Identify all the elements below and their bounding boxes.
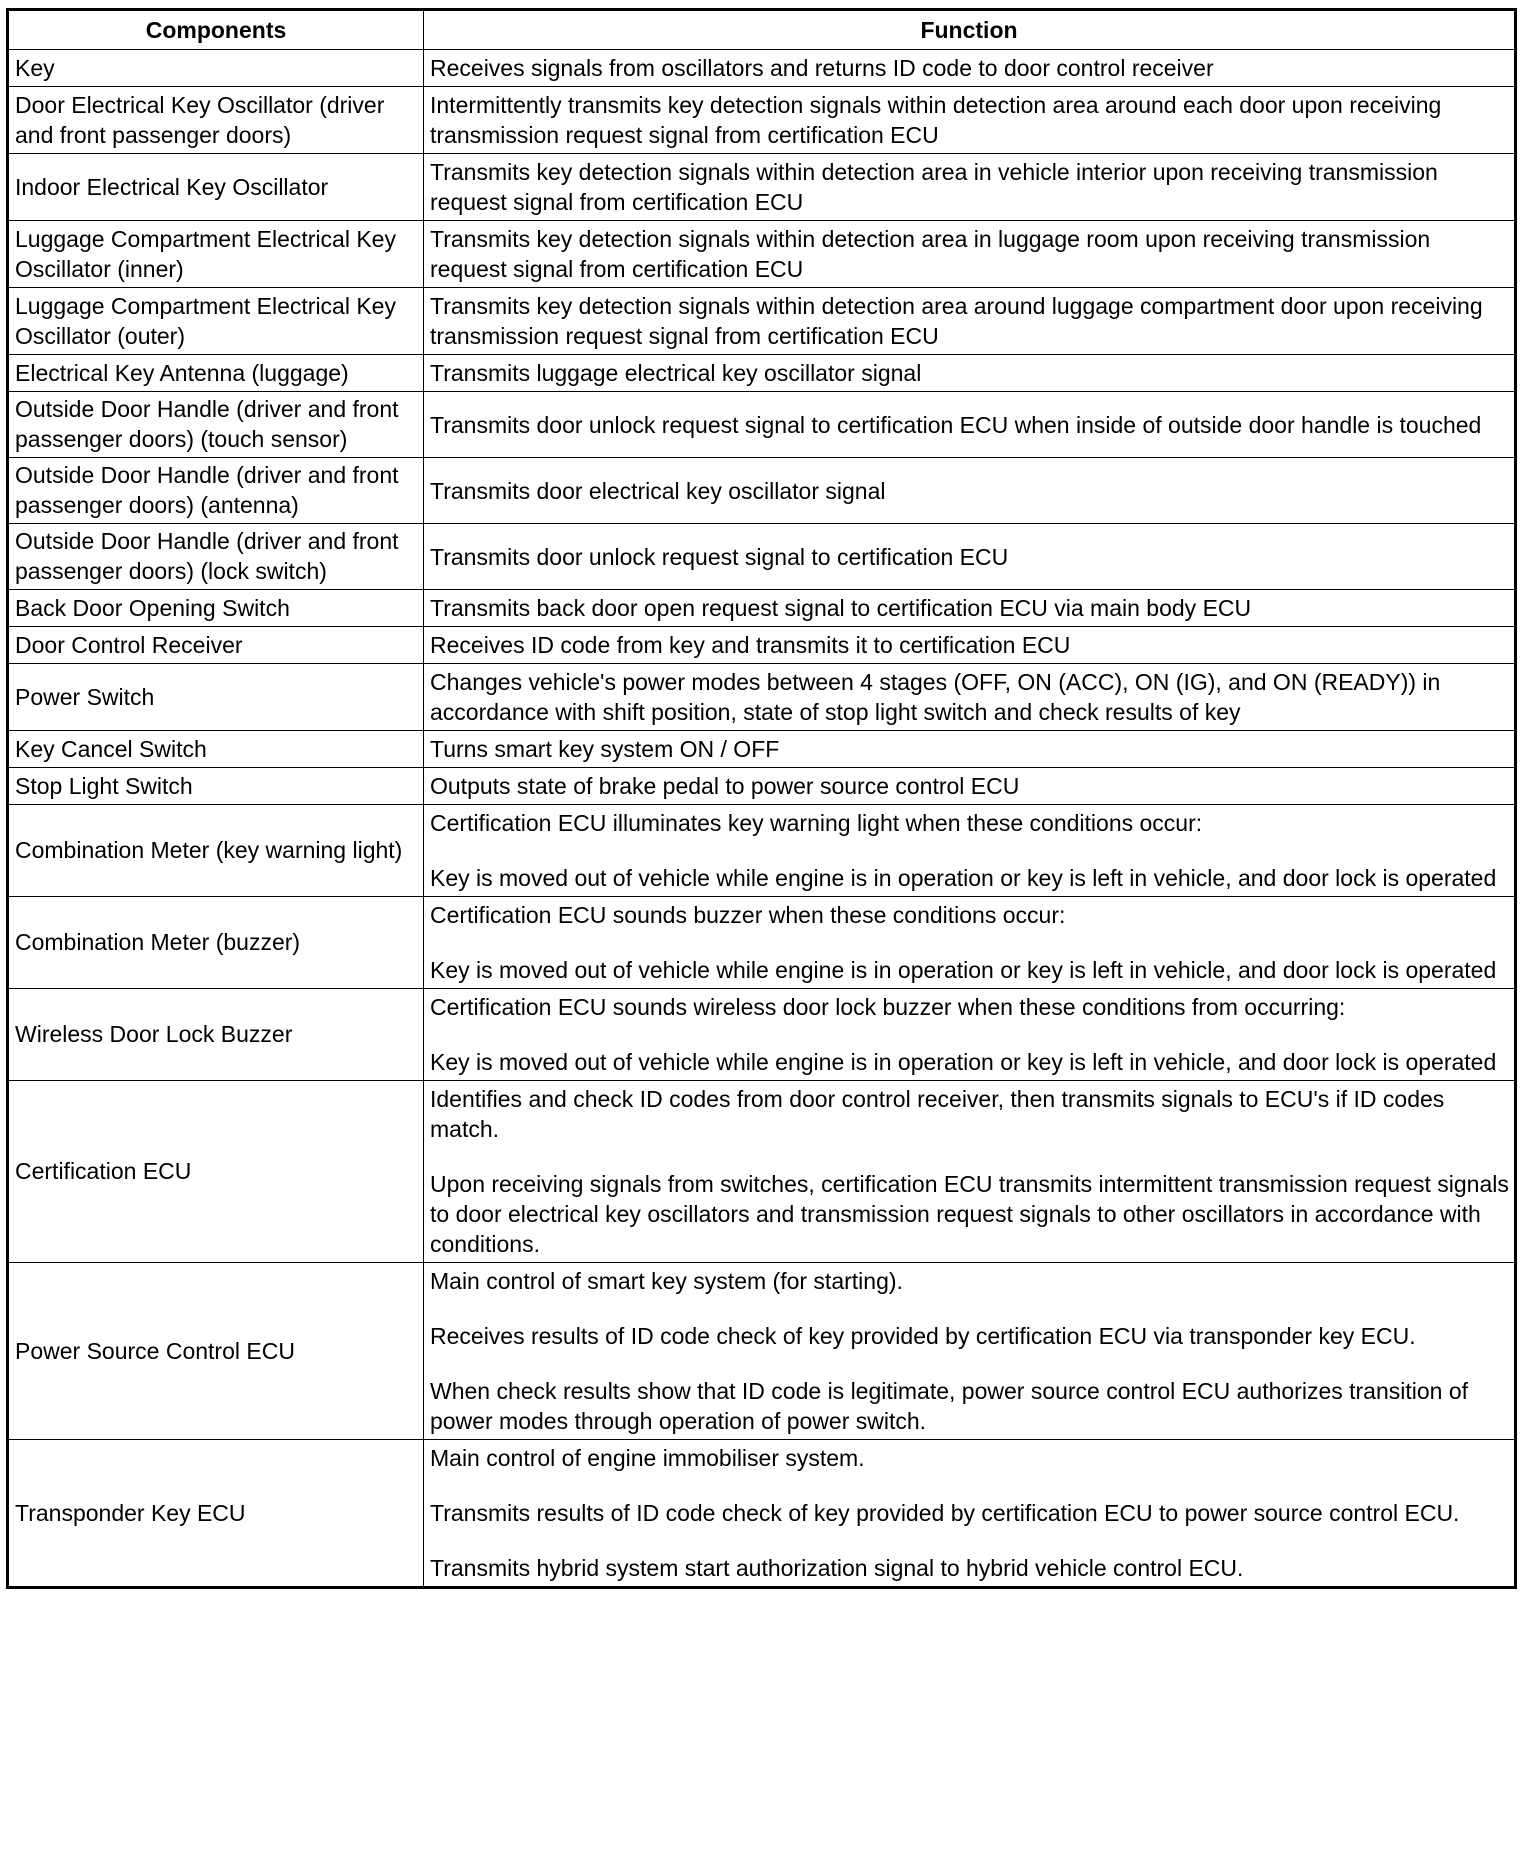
table-row xyxy=(8,1440,1516,1588)
table-row xyxy=(8,627,1516,664)
component-cell: Outside Door Handle (driver and front passenger doors) (lock switch) xyxy=(8,524,424,590)
component-cell: Luggage Compartment Electrical Key Oscillator (inner) xyxy=(8,221,424,288)
component-cell: Door Electrical Key Oscillator (driver and front passenger doors) xyxy=(8,87,424,154)
table-row xyxy=(8,288,1516,355)
function-cell xyxy=(424,989,1516,1081)
function-paragraph: Upon receiving signals from switches, certification ECU transmits intermittent transmission request signals to door electrical key oscillators and transmission request signals to other oscillators in accordance with conditions. xyxy=(430,1171,1509,1257)
function-paragraph: Transmits door electrical key oscillator signal xyxy=(430,477,886,504)
function-cell xyxy=(424,664,1516,731)
function-cell xyxy=(424,627,1516,664)
component-cell: Power Switch xyxy=(8,664,424,731)
table-row xyxy=(8,989,1516,1081)
table-row xyxy=(8,458,1516,524)
function-paragraph: Certification ECU sounds wireless door lock buzzer when these conditions from occurring: xyxy=(430,994,1346,1020)
table-row xyxy=(8,355,1516,392)
function-paragraph: Transmits hybrid system start authorization signal to hybrid vehicle control ECU. xyxy=(430,1555,1244,1581)
table-row xyxy=(8,768,1516,805)
components-function-table xyxy=(6,8,1517,1589)
component-cell: Key xyxy=(8,50,424,87)
component-cell: Transponder Key ECU xyxy=(8,1440,424,1588)
component-cell: Key Cancel Switch xyxy=(8,731,424,768)
function-paragraph: Main control of smart key system (for starting). xyxy=(430,1268,903,1294)
function-cell xyxy=(424,221,1516,288)
function-paragraph: Transmits door unlock request signal to certification ECU when inside of outside door handle is touched xyxy=(430,411,1482,438)
component-cell: Outside Door Handle (driver and front passenger doors) (touch sensor) xyxy=(8,392,424,458)
function-paragraph: Transmits key detection signals within detection area in vehicle interior upon receiving transmission request signal from certification ECU xyxy=(430,159,1438,215)
header-function: Function xyxy=(424,10,1516,50)
function-paragraph: Certification ECU sounds buzzer when these conditions occur: xyxy=(430,902,1066,928)
table-row xyxy=(8,731,1516,768)
component-cell: Combination Meter (buzzer) xyxy=(8,897,424,989)
function-cell xyxy=(424,1440,1516,1588)
component-cell: Luggage Compartment Electrical Key Oscillator (outer) xyxy=(8,288,424,355)
function-cell xyxy=(424,897,1516,989)
table-row xyxy=(8,524,1516,590)
function-cell xyxy=(424,590,1516,627)
function-paragraph: Turns smart key system ON / OFF xyxy=(430,736,780,762)
function-cell xyxy=(424,355,1516,392)
function-cell xyxy=(424,1081,1516,1263)
function-cell xyxy=(424,87,1516,154)
function-paragraph: Transmits back door open request signal to certification ECU via main body ECU xyxy=(430,595,1252,621)
function-paragraph: Receives signals from oscillators and returns ID code to door control receiver xyxy=(430,55,1214,81)
table-row xyxy=(8,590,1516,627)
function-paragraph: Key is moved out of vehicle while engine is in operation or key is left in vehicle, and door lock is operated xyxy=(430,865,1497,891)
function-paragraph: Intermittently transmits key detection signals within detection area around each door upon receiving transmission request signal from certification ECU xyxy=(430,92,1442,148)
table-row xyxy=(8,392,1516,458)
table-row xyxy=(8,154,1516,221)
function-cell xyxy=(424,458,1516,524)
table-row xyxy=(8,50,1516,87)
function-cell xyxy=(424,288,1516,355)
document xyxy=(6,8,1514,1589)
function-paragraph: Outputs state of brake pedal to power source control ECU xyxy=(430,773,1020,799)
function-paragraph: Transmits door unlock request signal to certification ECU xyxy=(430,543,1009,570)
table-body xyxy=(8,50,1516,1588)
table-row xyxy=(8,805,1516,897)
table-row xyxy=(8,1081,1516,1263)
function-paragraph: Receives results of ID code check of key provided by certification ECU via transponder key ECU. xyxy=(430,1323,1416,1349)
function-paragraph: Main control of engine immobiliser system. xyxy=(430,1445,865,1471)
function-paragraph: Transmits key detection signals within detection area in luggage room upon receiving transmission request signal from certification ECU xyxy=(430,226,1431,282)
function-paragraph: Key is moved out of vehicle while engine is in operation or key is left in vehicle, and door lock is operated xyxy=(430,957,1497,983)
table-header-row xyxy=(8,10,1516,50)
function-cell xyxy=(424,392,1516,458)
function-paragraph: When check results show that ID code is legitimate, power source control ECU authorizes transition of power modes through operation of power switch. xyxy=(430,1378,1469,1434)
function-paragraph: Certification ECU illuminates key warning light when these conditions occur: xyxy=(430,810,1203,836)
component-cell: Door Control Receiver xyxy=(8,627,424,664)
function-cell xyxy=(424,1263,1516,1440)
function-cell xyxy=(424,768,1516,805)
component-cell: Back Door Opening Switch xyxy=(8,590,424,627)
component-cell: Wireless Door Lock Buzzer xyxy=(8,989,424,1081)
function-paragraph: Key is moved out of vehicle while engine is in operation or key is left in vehicle, and door lock is operated xyxy=(430,1049,1497,1075)
component-cell: Outside Door Handle (driver and front passenger doors) (antenna) xyxy=(8,458,424,524)
header-components: Components xyxy=(8,10,424,50)
function-cell xyxy=(424,731,1516,768)
component-cell: Indoor Electrical Key Oscillator xyxy=(8,154,424,221)
function-paragraph: Changes vehicle's power modes between 4 stages (OFF, ON (ACC), ON (IG), and ON (READY)) in accordance with shift position, state of stop light switch and check results of key xyxy=(430,669,1441,725)
table-row xyxy=(8,1263,1516,1440)
function-paragraph: Identifies and check ID codes from door control receiver, then transmits signals to ECU's if ID codes match. xyxy=(430,1086,1445,1142)
component-cell: Stop Light Switch xyxy=(8,768,424,805)
function-paragraph: Transmits results of ID code check of key provided by certification ECU to power source control ECU. xyxy=(430,1500,1460,1526)
table-row xyxy=(8,87,1516,154)
function-cell xyxy=(424,154,1516,221)
function-cell xyxy=(424,805,1516,897)
function-paragraph: Transmits key detection signals within detection area around luggage compartment door upon receiving transmission request signal from certification ECU xyxy=(430,293,1483,349)
function-cell xyxy=(424,524,1516,590)
table-row xyxy=(8,221,1516,288)
table-row xyxy=(8,897,1516,989)
function-paragraph: Transmits luggage electrical key oscillator signal xyxy=(430,360,922,386)
component-cell: Electrical Key Antenna (luggage) xyxy=(8,355,424,392)
table-row xyxy=(8,664,1516,731)
function-paragraph: Receives ID code from key and transmits it to certification ECU xyxy=(430,632,1071,658)
component-cell: Power Source Control ECU xyxy=(8,1263,424,1440)
component-cell: Certification ECU xyxy=(8,1081,424,1263)
function-cell xyxy=(424,50,1516,87)
component-cell: Combination Meter (key warning light) xyxy=(8,805,424,897)
